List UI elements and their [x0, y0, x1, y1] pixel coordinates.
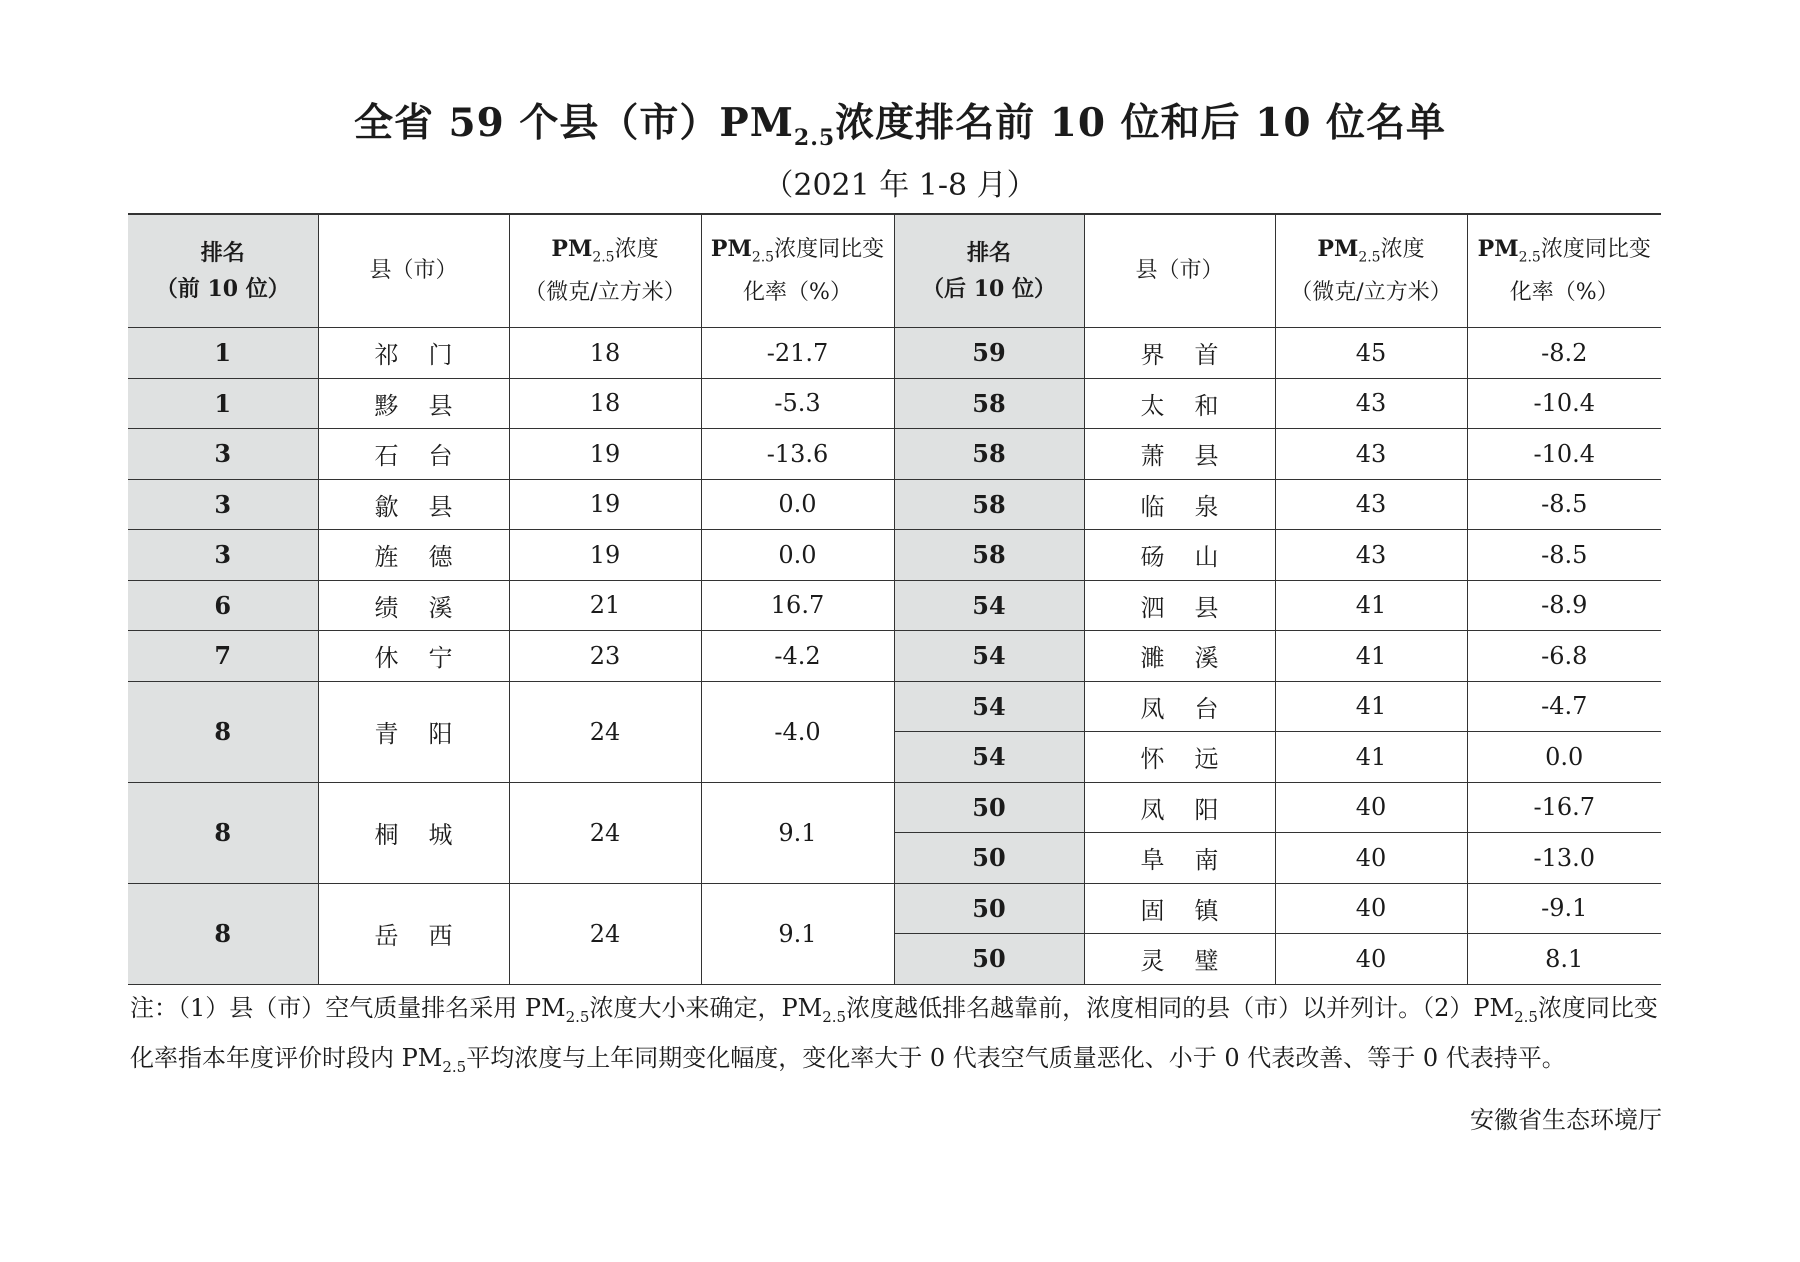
bottom-change-cell: -8.9: [1467, 580, 1661, 631]
bottom-change-cell: 8.1: [1467, 934, 1661, 985]
bottom-county-cell: 萧县: [1084, 429, 1275, 480]
top-change-cell: 9.1: [701, 782, 894, 883]
bottom-concentration-cell: 41: [1275, 732, 1467, 783]
bottom-county-cell: 固镇: [1084, 883, 1275, 934]
top-rank-cell: 7: [128, 631, 318, 682]
bottom-change-cell: -10.4: [1467, 378, 1661, 429]
bottom-county-cell: 临泉: [1084, 479, 1275, 530]
bottom-concentration-cell: 40: [1275, 833, 1467, 884]
top-change-cell: -5.3: [701, 378, 894, 429]
header-change-rate: $PM_{2.5}$浓度同比变 化率（%）: [1467, 214, 1661, 328]
header-county: 县（市）: [1084, 214, 1275, 328]
top-rank-cell: 6: [128, 580, 318, 631]
bottom-concentration-cell: 41: [1275, 580, 1467, 631]
top-change-cell: -13.6: [701, 429, 894, 480]
bottom-county-cell: 砀山: [1084, 530, 1275, 581]
bottom-rank-cell: 54: [894, 580, 1084, 631]
bottom-concentration-cell: 40: [1275, 883, 1467, 934]
table-row: [128, 883, 1661, 934]
header-county: 县（市）: [318, 214, 509, 328]
top-rank-cell: 8: [128, 883, 318, 984]
top-concentration-cell: 24: [509, 883, 701, 984]
table-row: [128, 580, 1661, 631]
page-subtitle: （2021 年 1-8 月）: [763, 168, 1037, 203]
top-concentration-cell: 19: [509, 530, 701, 581]
bottom-change-cell: -8.5: [1467, 530, 1661, 581]
top-county-cell: 绩溪: [318, 580, 509, 631]
page-title: 全省 59 个县（市）$PM_{2.5}$浓度排名前 10 位和后 10 位名单: [353, 100, 1447, 151]
top-rank-cell: 3: [128, 429, 318, 480]
header-rank-top: 排名 （前 10 位）: [128, 214, 318, 328]
bottom-rank-cell: 58: [894, 429, 1084, 480]
bottom-rank-cell: 50: [894, 883, 1084, 934]
top-county-cell: 黟县: [318, 378, 509, 429]
table-header-row: [128, 214, 1661, 328]
bottom-change-cell: 0.0: [1467, 732, 1661, 783]
bottom-rank-cell: 50: [894, 782, 1084, 833]
bottom-county-cell: 怀远: [1084, 732, 1275, 783]
top-change-cell: -4.2: [701, 631, 894, 682]
footnote: 注：（1）县（市）空气质量排名采用 $PM_{2.5}$浓度大小来确定，$PM_{2.5}$浓度越低排名越靠前，浓度相同的县（市）以并列计。$(2)PM_{2.5}$浓度同比变化率指本年度评价时段内 $PM_{2.5}$平均浓度与上年同期变化幅度，变化率大于 0 代表空气质量恶化、小于 0 代表改善、等于 0 代表持平。: [130, 994, 1658, 1076]
bottom-concentration-cell: 43: [1275, 378, 1467, 429]
bottom-change-cell: -9.1: [1467, 883, 1661, 934]
bottom-concentration-cell: 40: [1275, 934, 1467, 985]
top-county-cell: 青阳: [318, 681, 509, 782]
top-change-cell: 9.1: [701, 883, 894, 984]
top-county-cell: 桐城: [318, 782, 509, 883]
top-change-cell: -4.0: [701, 681, 894, 782]
bottom-county-cell: 界首: [1084, 328, 1275, 379]
bottom-concentration-cell: 41: [1275, 631, 1467, 682]
bottom-concentration-cell: 40: [1275, 782, 1467, 833]
top-concentration-cell: 24: [509, 681, 701, 782]
bottom-concentration-cell: 43: [1275, 530, 1467, 581]
bottom-county-cell: 灵璧: [1084, 934, 1275, 985]
header-concentration: $PM_{2.5}$浓度 （微克/立方米）: [509, 214, 701, 328]
bottom-county-cell: 太和: [1084, 378, 1275, 429]
bottom-change-cell: -13.0: [1467, 833, 1661, 884]
header-rank-bottom: 排名 （后 10 位）: [894, 214, 1084, 328]
bottom-rank-cell: 54: [894, 631, 1084, 682]
top-county-cell: 休宁: [318, 631, 509, 682]
top-concentration-cell: 21: [509, 580, 701, 631]
bottom-county-cell: 凤阳: [1084, 782, 1275, 833]
bottom-rank-cell: 54: [894, 681, 1084, 732]
table-row: [128, 328, 1661, 379]
top-concentration-cell: 19: [509, 479, 701, 530]
bottom-concentration-cell: 45: [1275, 328, 1467, 379]
table-row: [128, 530, 1661, 581]
table-row: [128, 378, 1661, 429]
top-rank-cell: 8: [128, 681, 318, 782]
top-change-cell: 0.0: [701, 479, 894, 530]
bottom-rank-cell: 59: [894, 328, 1084, 379]
bottom-change-cell: -10.4: [1467, 429, 1661, 480]
bottom-change-cell: -8.5: [1467, 479, 1661, 530]
bottom-change-cell: -6.8: [1467, 631, 1661, 682]
top-county-cell: 石台: [318, 429, 509, 480]
table-row: [128, 429, 1661, 480]
table-row: [128, 631, 1661, 682]
bottom-county-cell: 阜南: [1084, 833, 1275, 884]
table-row: [128, 782, 1661, 833]
top-rank-cell: 3: [128, 530, 318, 581]
top-rank-cell: 3: [128, 479, 318, 530]
bottom-concentration-cell: 43: [1275, 479, 1467, 530]
top-concentration-cell: 18: [509, 378, 701, 429]
header-change-rate: $PM_{2.5}$浓度同比变 化率（%）: [701, 214, 894, 328]
bottom-rank-cell: 58: [894, 479, 1084, 530]
top-county-cell: 旌德: [318, 530, 509, 581]
bottom-rank-cell: 54: [894, 732, 1084, 783]
issuing-organization: 安徽省生态环境厅: [1470, 1106, 1662, 1134]
bottom-change-cell: -8.2: [1467, 328, 1661, 379]
bottom-county-cell: 濉溪: [1084, 631, 1275, 682]
top-concentration-cell: 19: [509, 429, 701, 480]
top-rank-cell: 8: [128, 782, 318, 883]
top-concentration-cell: 23: [509, 631, 701, 682]
top-rank-cell: 1: [128, 328, 318, 379]
top-concentration-cell: 18: [509, 328, 701, 379]
bottom-change-cell: -16.7: [1467, 782, 1661, 833]
top-county-cell: 歙县: [318, 479, 509, 530]
top-county-cell: 祁门: [318, 328, 509, 379]
top-concentration-cell: 24: [509, 782, 701, 883]
top-rank-cell: 1: [128, 378, 318, 429]
bottom-concentration-cell: 43: [1275, 429, 1467, 480]
bottom-county-cell: 泗县: [1084, 580, 1275, 631]
bottom-county-cell: 凤台: [1084, 681, 1275, 732]
bottom-rank-cell: 58: [894, 530, 1084, 581]
table-row: [128, 681, 1661, 732]
ranking-table: [128, 213, 1661, 985]
header-concentration: $PM_{2.5}$浓度 （微克/立方米）: [1275, 214, 1467, 328]
top-county-cell: 岳西: [318, 883, 509, 984]
bottom-concentration-cell: 41: [1275, 681, 1467, 732]
top-change-cell: 16.7: [701, 580, 894, 631]
bottom-change-cell: -4.7: [1467, 681, 1661, 732]
top-change-cell: -21.7: [701, 328, 894, 379]
bottom-rank-cell: 58: [894, 378, 1084, 429]
table-row: [128, 479, 1661, 530]
bottom-rank-cell: 50: [894, 833, 1084, 884]
bottom-rank-cell: 50: [894, 934, 1084, 985]
top-change-cell: 0.0: [701, 530, 894, 581]
